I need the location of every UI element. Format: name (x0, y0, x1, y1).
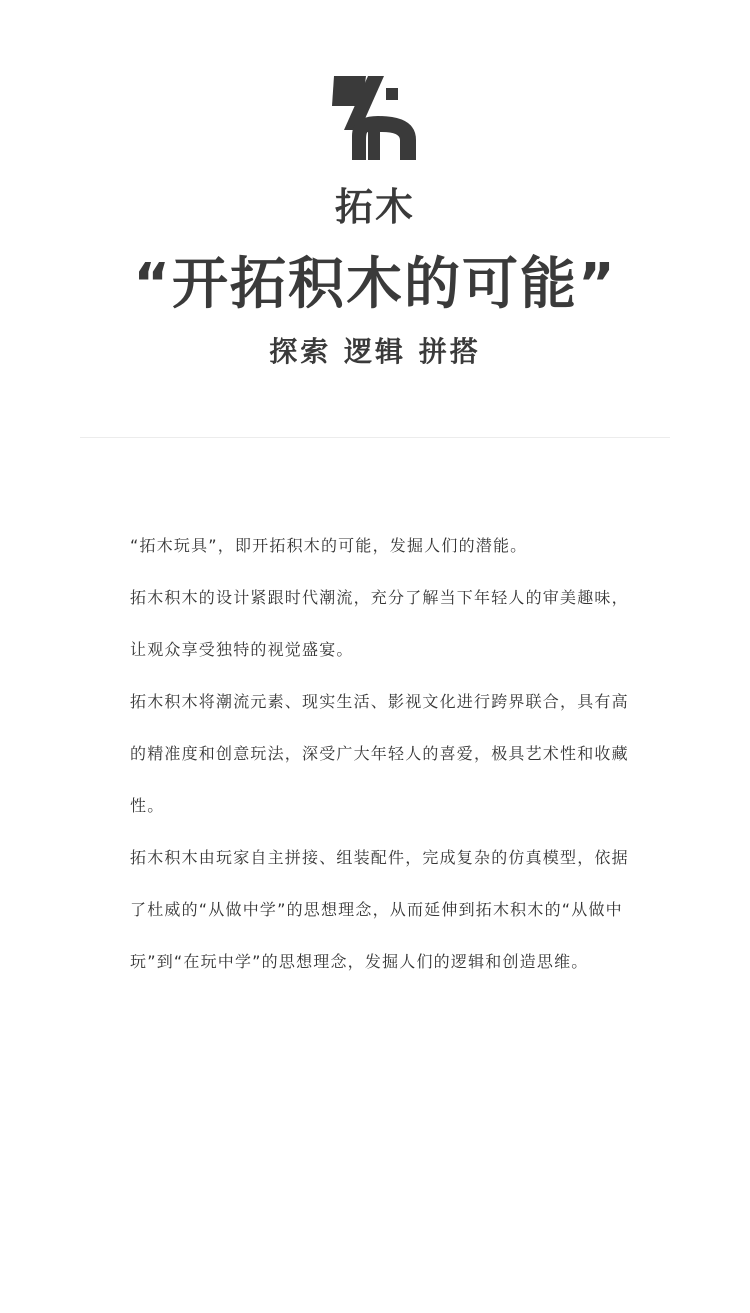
paragraph: “拓木玩具”，即开拓积木的可能，发掘人们的潜能。 (130, 536, 528, 555)
paragraph: 拓木积木由玩家自主拼接、组装配件，完成复杂的仿真模型，依据了杜威的“从做中学”的思想理念，从而延伸到拓木积木的“从做中玩”到“在玩中学”的思想理念，发掘人们的逻辑和创造思维。 (130, 848, 629, 971)
tagline: 探索 逻辑 拼搭 (269, 335, 481, 368)
paragraph: 拓木积木的设计紧跟时代潮流，充分了解当下年轻人的审美趣味，让观众享受独特的视觉盛宴。 (130, 588, 629, 659)
brand-name: 拓木 (334, 185, 415, 229)
headline: “开拓积木的可能” (133, 252, 617, 317)
brand-logo-icon (332, 74, 418, 162)
article-body (130, 520, 630, 988)
section-divider (80, 437, 670, 438)
paragraph: 拓木积木将潮流元素、现实生活、影视文化进行跨界联合，具有高的精准度和创意玩法，深受广大年轻人的喜爱，极具艺术性和收藏性。 (130, 692, 629, 815)
